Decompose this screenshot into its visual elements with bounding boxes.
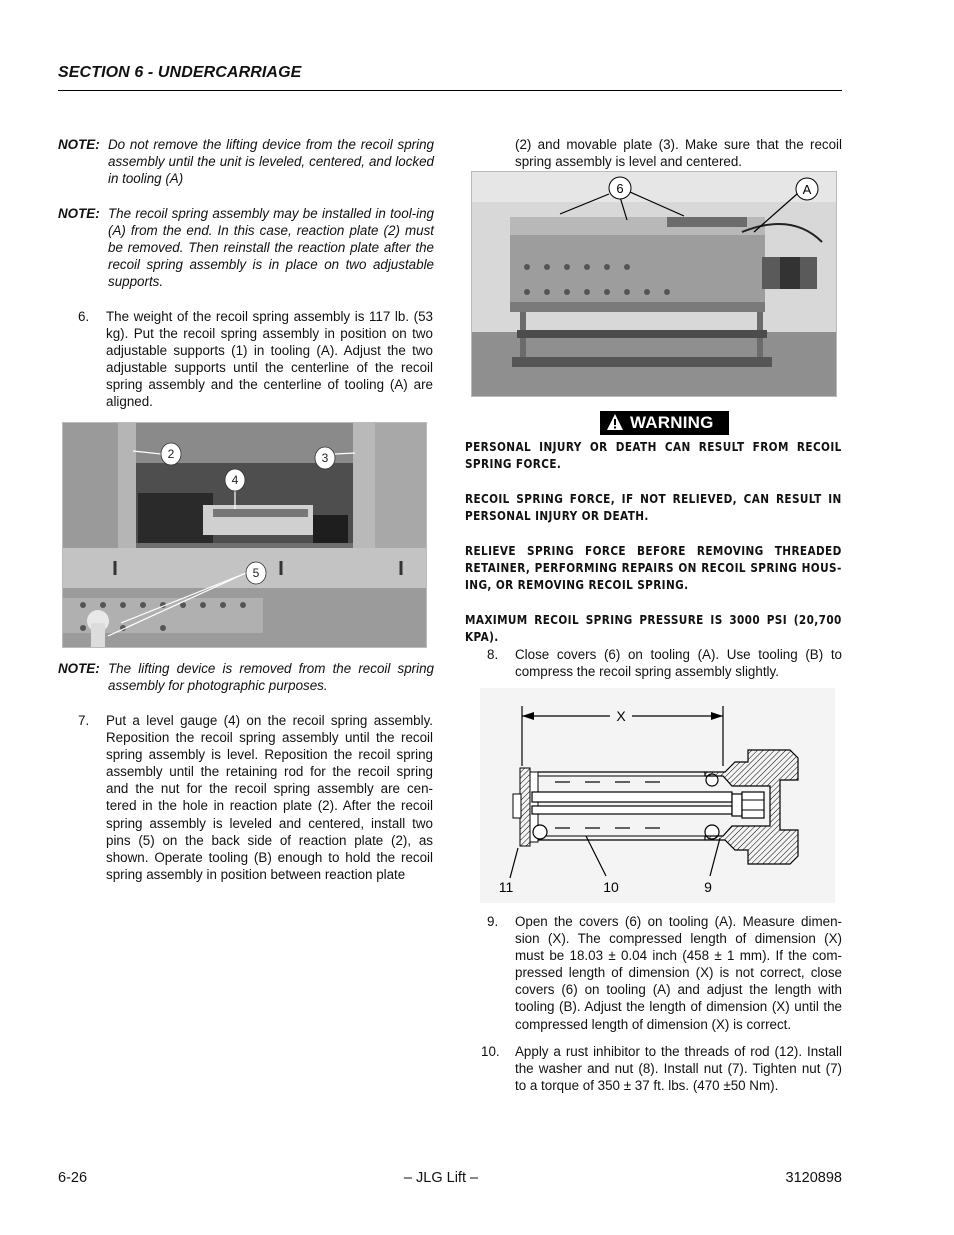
step-text: Put a level gauge (4) on the recoil spring assembly. Reposition the recoil spring assembly until the recoil spring assembly is level. Reposition the recoil spring assembly until the retaining rod for the recoil spring and the nut for the recoil spring assembly are cen-tered in the hole in reaction plate (2). After the recoil spring assembly is leveled and centered, install two pins (5) on the back side of reaction plate (2), as shown. Operate tooling (B) enough to hold the recoil spring assembly in position between reaction plate <box>106 713 433 882</box>
warning-banner <box>600 411 729 435</box>
step-number: 8. <box>487 647 499 662</box>
warning-paragraph-4: MAXIMUM RECOIL SPRING PRESSURE IS 3000 PSI (20,700 KPA). <box>465 613 842 645</box>
diagram-dimension-x <box>480 688 835 903</box>
step-number: 7. <box>78 713 90 728</box>
photo-tooling-with-covers <box>471 171 837 397</box>
step-text: Apply a rust inhibitor to the threads of rod (12). Install the washer and nut (8). Install nut (7). Tighten nut (7) to a torque of 350 ± 37 ft. lbs. (470 ±50 Nm). <box>515 1044 842 1094</box>
photo-illustration <box>472 172 836 396</box>
callout-5: 5 <box>252 566 260 580</box>
step-text: The weight of the recoil spring assembly is 117 lb. (53 kg). Put the recoil spring assembly in position on two adjustable supports (1) in tooling (A). Adjust the two adjustable supports until the centerline of the recoil spring assembly and the centerline of tooling (A) are aligned. <box>106 309 433 410</box>
step-7 <box>78 712 433 883</box>
callout-6: 6 <box>616 181 624 196</box>
step-text: Close covers (6) on tooling (A). Use tooling (B) to compress the recoil spring assembly slightly. <box>515 647 842 680</box>
diagram-label-10: 10 <box>603 879 619 895</box>
callout-4: 4 <box>231 473 239 487</box>
header-rule <box>58 90 842 91</box>
step-9 <box>487 913 842 1033</box>
dimension-label-x: X <box>616 708 626 724</box>
step-10 <box>481 1043 842 1094</box>
document-number: 3120898 <box>785 1170 842 1186</box>
warning-triangle-icon <box>606 413 624 431</box>
note-install-from-end <box>58 205 434 290</box>
step-8 <box>487 646 842 680</box>
step-number: 9. <box>487 914 499 929</box>
note-label: NOTE: <box>58 206 100 221</box>
step-number: 6. <box>78 309 90 324</box>
diagram-label-9: 9 <box>704 879 712 895</box>
note-lifting-device <box>58 136 434 187</box>
callout-a: A <box>802 182 812 197</box>
note-lifting-device-removed <box>58 660 434 694</box>
section-title: SECTION 6 - UNDERCARRIAGE <box>58 64 302 81</box>
footer-center-text: – JLG Lift – <box>403 1170 479 1186</box>
note-text: The lifting device is removed from the recoil spring assembly for photographic purposes. <box>108 661 434 694</box>
note-text: Do not remove the lifting device from the recoil spring assembly until the unit is leveled, centered, and locked in tooling (A) <box>108 137 434 187</box>
photo-illustration <box>63 423 426 647</box>
diagram-label-11: 11 <box>498 879 514 895</box>
note-label: NOTE: <box>58 661 100 676</box>
note-label: NOTE: <box>58 137 100 152</box>
step-text: Open the covers (6) on tooling (A). Measure dimen-sion (X). The compressed length of dimension (X) must be 18.03 ± 0.04 inch (458 ± 1 mm). If the com-pressed length of dimension (X) is not correct, close covers (6) on tooling (A) and adjust the length with tooling (B). Adjust the length of dimension (X) until the compressed length of dimension (X) is correct. <box>515 914 842 1032</box>
callout-2: 2 <box>167 447 175 461</box>
page-number: 6-26 <box>58 1170 88 1186</box>
callout-3: 3 <box>321 451 329 465</box>
warning-label: WARNING <box>630 413 714 432</box>
note-text: The recoil spring assembly may be installed in tool-ing (A) from the end. In this case, reaction plate (2) must be removed. Then reinstall the reaction plate after the recoil spring assembly is in place on two adjustable supports. <box>108 206 434 290</box>
warning-paragraph-3: RELIEVE SPRING FORCE BEFORE REMOVING THREADED RETAINER, PERFORMING REPAIRS ON RECOIL SPRING HOUS-ING, OR REMOVING RECOIL SPRING. <box>465 544 842 593</box>
warning-paragraph-2: RECOIL SPRING FORCE, IF NOT RELIEVED, CAN RESULT IN PERSONAL INJURY OR DEATH. <box>465 492 842 524</box>
photo-recoil-spring-in-tooling <box>62 422 427 648</box>
step-number: 10. <box>481 1044 500 1059</box>
step-7-continued: (2) and movable plate (3). Make sure that the recoil spring assembly is level and centered. <box>515 137 842 170</box>
warning-paragraph-1: PERSONAL INJURY OR DEATH CAN RESULT FROM RECOIL SPRING FORCE. <box>465 440 842 472</box>
diagram-illustration <box>480 688 835 903</box>
step-6 <box>78 308 433 411</box>
